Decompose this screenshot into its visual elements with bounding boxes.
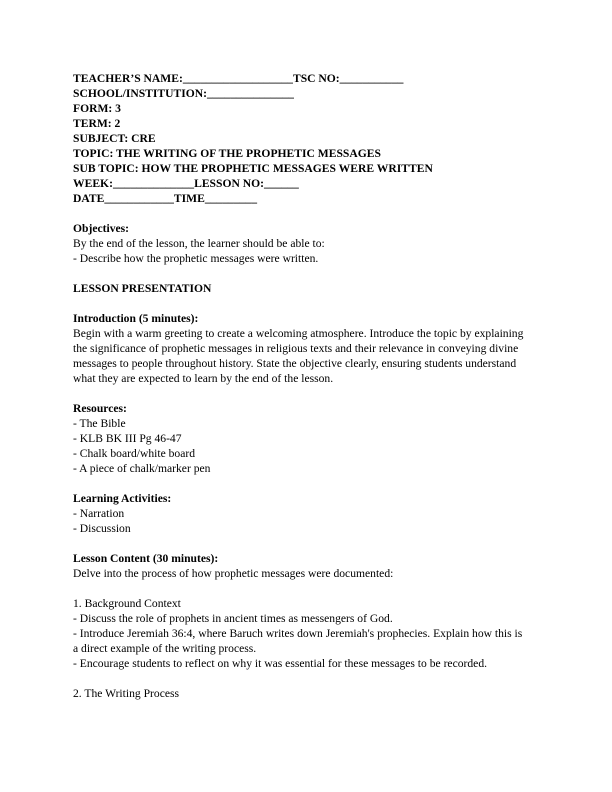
date-field: DATE____________TIME_________ — [73, 192, 258, 205]
introduction-line: Begin with a warm greeting to create a welcoming atmosphere. Introduce the topic by explaining — [73, 327, 524, 340]
lesson-plan-page — [73, 71, 553, 701]
introduction-line: the significance of prophetic messages in religious texts and their relevance in conveying divine — [73, 342, 519, 355]
content-heading: Lesson Content (30 minutes): — [73, 552, 219, 565]
resources-heading: Resources: — [73, 402, 127, 415]
objectives-line: - Describe how the prophetic messages were written. — [73, 252, 319, 265]
activity-item: - Discussion — [73, 522, 131, 535]
section-line: a direct example of the writing process. — [73, 642, 257, 655]
objectives-heading: Objectives: — [73, 222, 130, 235]
section-line: - Discuss the role of prophets in ancient times as messengers of God. — [73, 612, 393, 625]
introduction-heading: Introduction (5 minutes): — [73, 312, 199, 325]
content-intro: Delve into the process of how prophetic messages were documented: — [73, 567, 394, 580]
form-field: FORM: 3 — [73, 102, 121, 115]
introduction-line: messages to people throughout history. State the objective clearly, ensuring students understand — [73, 357, 517, 370]
resource-item: - A piece of chalk/marker pen — [73, 462, 211, 475]
activity-item: - Narration — [73, 507, 125, 520]
section-line: - Encourage students to reflect on why it was essential for these messages to be recorded. — [73, 657, 488, 670]
school-field: SCHOOL/INSTITUTION:_______________ — [73, 87, 294, 100]
resource-item: - KLB BK III Pg 46-47 — [73, 432, 182, 445]
introduction-line: what they are expected to learn by the end of the lesson. — [73, 372, 334, 385]
section-title: 1. Background Context — [73, 597, 181, 610]
week-field: WEEK:______________LESSON NO:______ — [73, 177, 299, 190]
objectives-line: By the end of the lesson, the learner should be able to: — [73, 237, 325, 250]
sub-topic-field: SUB TOPIC: HOW THE PROPHETIC MESSAGES WERE WRITTEN — [73, 162, 433, 175]
term-field: TERM: 2 — [73, 117, 121, 130]
resource-item: - The Bible — [73, 417, 126, 430]
topic-field: TOPIC: THE WRITING OF THE PROPHETIC MESSAGES — [73, 147, 381, 160]
presentation-heading: LESSON PRESENTATION — [73, 282, 212, 295]
subject-field: SUBJECT: CRE — [73, 132, 156, 145]
resource-item: - Chalk board/white board — [73, 447, 196, 460]
activities-heading: Learning Activities: — [73, 492, 172, 505]
section-line: - Introduce Jeremiah 36:4, where Baruch writes down Jeremiah's prophecies. Explain how this is — [73, 627, 523, 640]
teacher-name-field: TEACHER’S NAME:___________________TSC NO:___________ — [73, 72, 404, 85]
section-title: 2. The Writing Process — [73, 687, 180, 700]
